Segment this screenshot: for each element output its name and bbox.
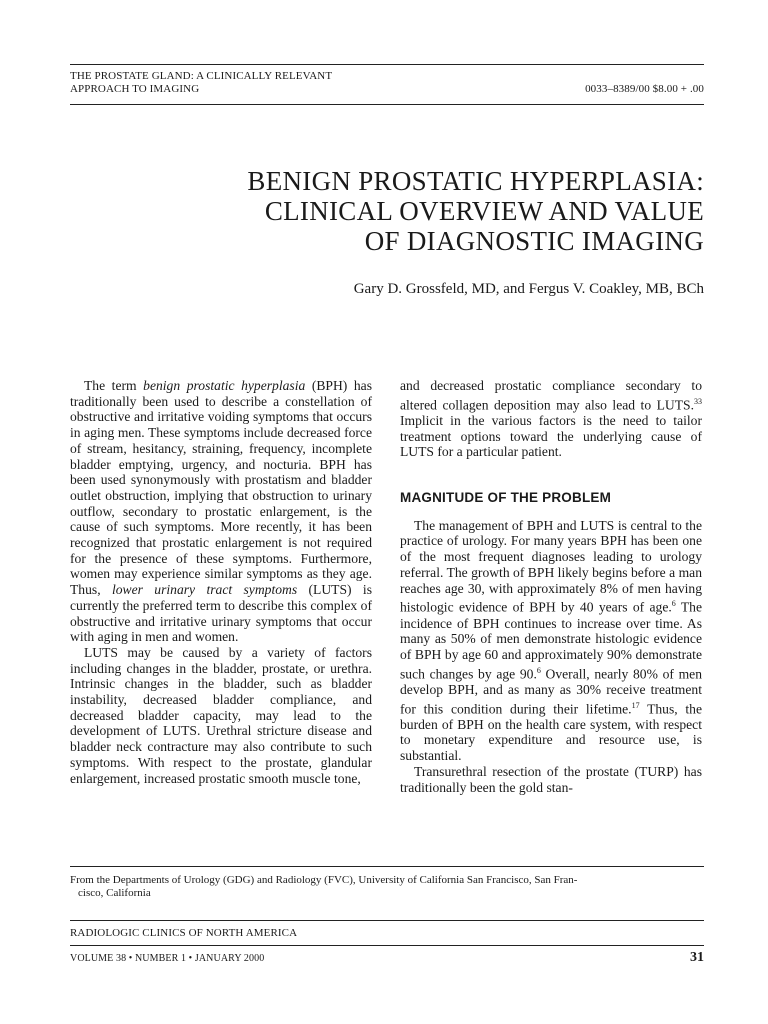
text-run: and decreased prostatic compliance secondary to altered collagen deposition may also lead to LUTS. <box>400 378 702 413</box>
page-number: 31 <box>690 950 704 965</box>
running-head-line1: THE PROSTATE GLAND: A CLINICALLY RELEVANT <box>70 70 333 82</box>
text-run: The term <box>84 378 144 393</box>
issn-price: 0033–8389/00 $8.00 + .00 <box>585 83 704 95</box>
paragraph-5: Transurethral resection of the prostate (TURP) has traditionally been the gold stan- <box>400 763 702 795</box>
top-rule <box>70 64 704 65</box>
italic-term: benign prostatic hyperplasia <box>143 378 306 393</box>
reference-mark: 17 <box>631 700 640 710</box>
author-line: Gary D. Grossfeld, MD, and Fergus V. Coakley, MB, BCh <box>353 281 704 297</box>
reference-mark: 6 <box>536 665 541 675</box>
journal-name: RADIOLOGIC CLINICS OF NORTH AMERICA <box>70 927 298 939</box>
journal-rule-top <box>70 920 704 921</box>
journal-rule-bottom <box>70 945 704 946</box>
italic-term: lower urinary tract symptoms <box>111 582 298 598</box>
text-run: Thus, the burden of BPH on the health care system, with respect to monetary expenditure and resource use, is substantial. <box>400 701 702 764</box>
running-head-left <box>70 70 410 96</box>
affiliation-footnote <box>70 874 704 900</box>
text-run: (BPH) has traditionally been used to describe a constellation of obstructive and irritative voiding symptoms that occurs in aging men. These symptoms include decreased force of stream, hesitancy, straining, frequency, incomplete bladder emptying, urgency, and nocturia. BPH has been used synonymously with prostatism and bladder outlet obstruction, implying that obstruction to urinary outflow, secondary to prostatic enlargement, is the cause of such symptoms. More recently, it has been recognized that prostatic enlargement is not required for the presence of these symptoms. Furthermore, women may experience similar symptoms as they age. Thus, <box>70 378 373 598</box>
title-line-1: BENIGN PROSTATIC HYPERPLASIA: <box>247 166 704 196</box>
title-line-3: OF DIAGNOSTIC IMAGING <box>364 226 704 256</box>
reference-mark: 33 <box>694 396 702 406</box>
running-head-line2: APPROACH TO IMAGING <box>70 83 200 95</box>
paragraph-3 <box>400 378 702 460</box>
text-run: Overall, nearly 80% of men develop BPH, and as many as 30% receive treatment for this condition during their lifetime. <box>400 666 703 717</box>
text-run: The incidence of BPH continues to increase over time. As many as 50% of men demonstrate histologic evidence of BPH by age 60 and approximately 90% demonstrate such changes by age 90. <box>400 599 702 682</box>
text-run: The management of BPH and LUTS is central to the practice of urology. For many years BPH has been one of the most frequent diagnoses leading to urology referral. The growth of BPH likely begins before a man reaches age 30, with approximately 8% of men having histologic evidence of BPH by 40 years of age. <box>400 517 702 615</box>
footnote-line-1: From the Departments of Urology (GDG) and Radiology (FVC), University of California San Francisco, San Fran- <box>70 874 578 886</box>
footnote-rule <box>70 866 704 867</box>
article-title <box>144 166 704 256</box>
text-run: Implicit in the various factors is the need to tailor treatment options toward the underlying cause of LUTS for a particular patient. <box>400 412 702 460</box>
paragraph-4 <box>400 518 702 764</box>
paragraph-2: LUTS may be caused by a variety of factors including changes in the bladder, prostate, or urethra. Intrinsic changes in the bladder, such as bladder instability, decreased bladder compliance, and decreased bladder capacity, may lead to the development of LUTS. Urethral stricture disease and bladder neck contracture may also contribute to such symptoms. With respect to the prostate, glandular enlargement, increased prostatic smooth muscle tone, <box>70 644 372 786</box>
footnote-line-2: cisco, California <box>78 887 151 899</box>
volume-info: VOLUME 38 • NUMBER 1 • JANUARY 2000 <box>70 953 265 964</box>
title-line-2: CLINICAL OVERVIEW AND VALUE <box>264 196 704 226</box>
reference-mark: 6 <box>671 599 676 609</box>
paragraph-1 <box>70 378 372 645</box>
section-heading: MAGNITUDE OF THE PROBLEM <box>400 490 612 506</box>
text-run: (LUTS) is currently the preferred term to describe this complex of obstructive and irritative urinary symptoms that occur with aging in men and women. <box>70 582 373 645</box>
header-rule <box>70 104 704 105</box>
right-column <box>400 378 702 795</box>
left-column <box>70 378 372 786</box>
